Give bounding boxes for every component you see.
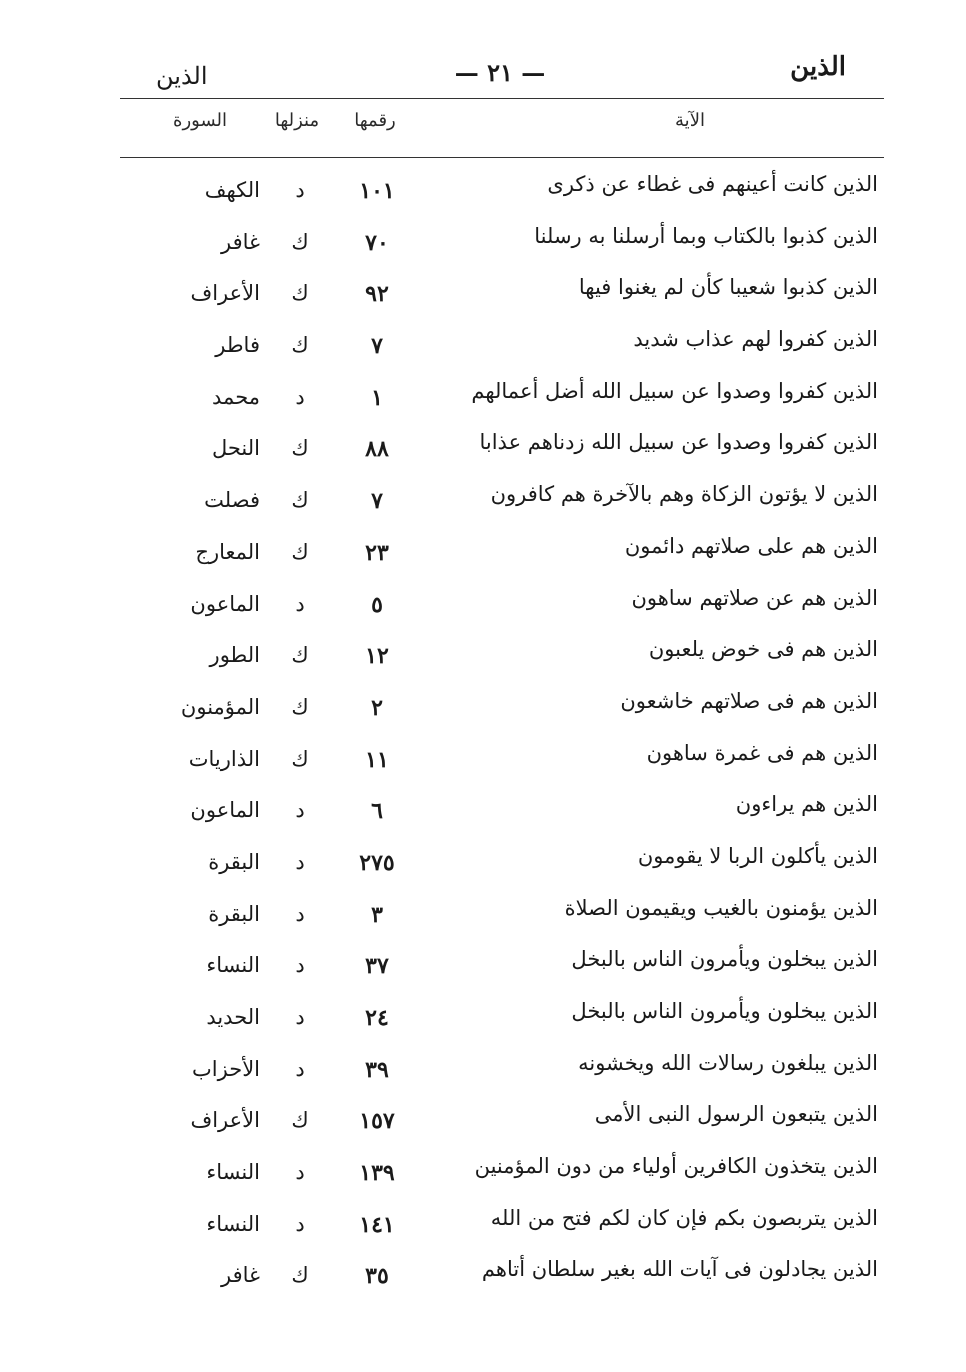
verse-number: ١ xyxy=(371,384,383,411)
revelation-place: ك xyxy=(291,488,309,513)
sura-name: غافر xyxy=(220,229,260,254)
sura-name: النحل xyxy=(211,436,260,461)
verse-number: ٨٨ xyxy=(365,436,389,463)
table-row xyxy=(120,1251,884,1303)
verse-text: الذين هم فى خوض يلعبون xyxy=(648,637,878,662)
revelation-place: د xyxy=(295,1056,305,1081)
table-row xyxy=(120,993,884,1045)
revelation-place: ك xyxy=(291,1263,309,1288)
verse-text: الذين يتربصون بكم فإن كان لكم فتح من الله xyxy=(490,1205,878,1230)
sura-name: الأعراف xyxy=(190,1108,260,1133)
verse-number: ٢٤ xyxy=(365,1005,389,1031)
sura-name: الطور xyxy=(209,643,260,668)
revelation-place: ك xyxy=(291,229,309,254)
page-number: — ٢١ — xyxy=(454,58,546,87)
table-row xyxy=(120,580,884,632)
sura-name: الماعون xyxy=(190,591,260,616)
top-rule xyxy=(120,98,884,99)
table-row xyxy=(120,1200,884,1252)
verse-number: ٧ xyxy=(371,333,383,360)
sura-name: النساء xyxy=(206,1160,260,1185)
verse-number: ١١ xyxy=(365,746,389,773)
verse-number: ١٢ xyxy=(365,643,389,670)
sura-name: الذاريات xyxy=(188,746,260,771)
verse-text: الذين يؤمنون بالغيب ويقيمون الصلاة xyxy=(564,895,878,920)
table-row xyxy=(120,321,884,373)
revelation-place: ك xyxy=(291,694,309,719)
verse-text: الذين يأكلون الربا لا يقومون xyxy=(637,843,878,868)
table-row xyxy=(120,218,884,270)
verse-number: ٢٧٥ xyxy=(359,849,395,876)
verse-text: الذين هم فى صلاتهم خاشعون xyxy=(620,688,878,713)
revelation-place: د xyxy=(295,901,305,926)
verse-text: الذين يبلغون رسالات الله ويخشونه xyxy=(578,1050,878,1075)
running-head-left-word: الذين xyxy=(156,62,208,90)
sura-name: الأحزاب xyxy=(192,1056,260,1081)
sura-name: فصلت xyxy=(204,488,260,513)
table-row xyxy=(120,838,884,890)
sura-name: محمد xyxy=(212,384,260,409)
running-head-right-word: الذين xyxy=(790,52,846,82)
verse-text: الذين كانت أعينهم فى غطاء عن ذكرى xyxy=(547,172,878,196)
sura-name: البقرة xyxy=(208,849,260,874)
revelation-place: ك xyxy=(291,281,309,306)
sura-name: الماعون xyxy=(190,798,260,823)
sura-name: الحديد xyxy=(206,1005,260,1029)
verse-text: الذين لا يؤتون الزكاة وهم بالآخرة هم كافرون xyxy=(490,482,878,507)
verse-number: ٦ xyxy=(371,798,383,825)
running-head xyxy=(120,48,882,92)
table-row xyxy=(120,269,884,321)
revelation-place: د xyxy=(295,1005,305,1029)
table-row xyxy=(120,166,884,218)
revelation-place: ك xyxy=(291,539,309,564)
verse-text: الذين كفروا وصدوا عن سبيل الله زدناهم عذابا xyxy=(479,430,878,455)
header-rule xyxy=(120,157,884,158)
verse-text: الذين يبخلون ويأمرون الناس بالبخل xyxy=(571,947,878,972)
sura-name: البقرة xyxy=(208,901,260,926)
sura-name: فاطر xyxy=(215,333,260,358)
table-row xyxy=(120,528,884,580)
table-row xyxy=(120,941,884,993)
table-row xyxy=(120,735,884,787)
column-header-sura: السورة xyxy=(173,110,227,131)
table-row xyxy=(120,1096,884,1148)
revelation-place: ك xyxy=(291,643,309,668)
verse-text: الذين كفروا لهم عذاب شديد xyxy=(633,327,878,352)
verse-number: ٢ xyxy=(371,694,383,721)
table-row xyxy=(120,1045,884,1097)
table-row xyxy=(120,631,884,683)
verse-number: ٣٧ xyxy=(365,953,389,980)
verse-number: ٣٩ xyxy=(365,1056,389,1083)
table-row xyxy=(120,683,884,735)
sura-name: الكهف xyxy=(204,178,260,202)
revelation-place: د xyxy=(295,798,305,823)
sura-name: المعارج xyxy=(195,539,260,564)
verse-number: ١٣٩ xyxy=(359,1160,395,1187)
revelation-place: ك xyxy=(291,436,309,461)
revelation-place: د xyxy=(295,591,305,616)
verse-index-table xyxy=(120,166,884,1303)
column-header-aya: الآية xyxy=(675,110,705,131)
table-row xyxy=(120,890,884,942)
verse-number: ١٥٧ xyxy=(359,1108,395,1135)
verse-text: الذين يجادلون فى آيات الله بغير سلطان أتاهم xyxy=(481,1257,878,1282)
verse-number: ٧٠ xyxy=(365,229,389,256)
sura-name: غافر xyxy=(220,1263,260,1288)
verse-number: ٣٥ xyxy=(365,1263,389,1290)
verse-text: الذين يتخذون الكافرين أولياء من دون المؤمنين xyxy=(474,1154,878,1179)
verse-number: ٢٣ xyxy=(365,539,389,566)
revelation-place: د xyxy=(295,1160,305,1185)
verse-text: الذين يبخلون ويأمرون الناس بالبخل xyxy=(571,999,878,1023)
revelation-place: ك xyxy=(291,1108,309,1133)
revelation-place: د xyxy=(295,1211,305,1236)
sura-name: المؤمنون xyxy=(180,694,260,719)
verse-number: ١٠١ xyxy=(359,178,395,204)
column-header-place: منزلها xyxy=(274,110,320,131)
table-row xyxy=(120,786,884,838)
revelation-place: د xyxy=(295,384,305,409)
sura-name: الأعراف xyxy=(190,281,260,306)
verse-number: ١٤١ xyxy=(359,1211,395,1238)
table-row xyxy=(120,1148,884,1200)
table-row xyxy=(120,424,884,476)
revelation-place: د xyxy=(295,849,305,874)
verse-text: الذين هم على صلاتهم دائمون xyxy=(624,533,878,558)
revelation-place: د xyxy=(295,178,305,202)
verse-text: الذين كذبوا شعيبا كأن لم يغنوا فيها xyxy=(578,275,878,300)
sura-name: النساء xyxy=(206,953,260,978)
verse-text: الذين هم فى غمرة ساهون xyxy=(646,740,878,765)
verse-text: الذين كذبوا بالكتاب وبما أرسلنا به رسلنا xyxy=(534,223,878,248)
verse-number: ٩٢ xyxy=(365,281,389,308)
table-row xyxy=(120,373,884,425)
verse-text: الذين يتبعون الرسول النبى الأمى xyxy=(594,1102,878,1127)
verse-text: الذين هم عن صلاتهم ساهون xyxy=(631,585,878,610)
revelation-place: ك xyxy=(291,746,309,771)
revelation-place: ك xyxy=(291,333,309,358)
verse-number: ٣ xyxy=(371,901,383,928)
verse-text: الذين هم يراءون xyxy=(735,792,878,817)
sura-name: النساء xyxy=(206,1211,260,1236)
revelation-place: د xyxy=(295,953,305,978)
column-header-number: رقمها xyxy=(354,110,396,131)
verse-number: ٧ xyxy=(371,488,383,515)
verse-text: الذين كفروا وصدوا عن سبيل الله أضل أعمالهم xyxy=(471,378,878,403)
table-row xyxy=(120,476,884,528)
verse-number: ٥ xyxy=(371,591,383,618)
